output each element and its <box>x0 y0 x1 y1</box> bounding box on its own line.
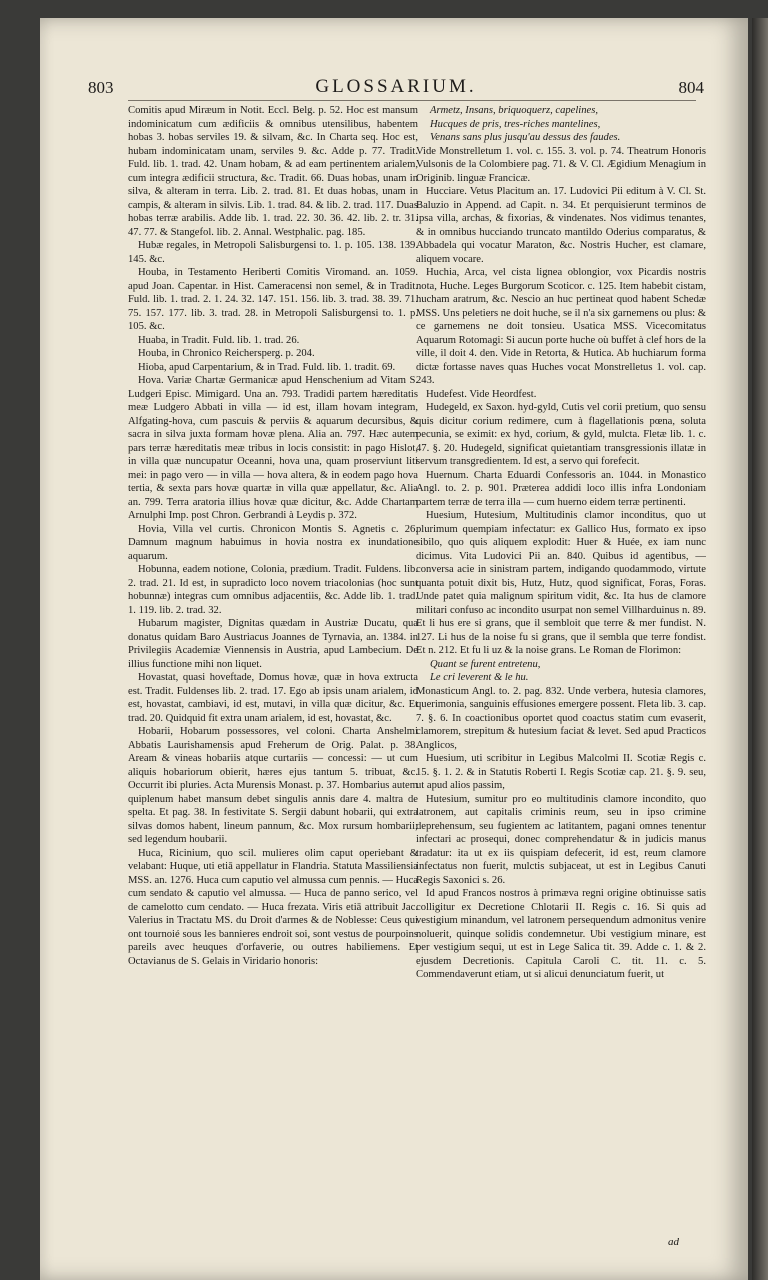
header-rule <box>128 100 696 101</box>
text-paragraph: Huchia, Arca, vel cista lignea oblongior, vox Picardis nostris nota, Huche. Leges Burgorum Scoticor. c. 125. Item habebit cistam, hucham aratrum, &c. Nescio an huc pertineat quod habent Schedæ MSS. Uns peletiers ne doit huche, se il n'a six garnemens ou plus: & ce garnemens ne doit tonsieu. Usatica MSS. Vicecomitatus Aquarum Rotomagi: Si aucun porte huche où buffet à clef hors de la ville, il doit 4. den. Vide in Retorta, & Hutica. Ab huchiarum forma dictæ fortasse naves quas Huches vocat Monstrelletus 1. vol. cap. 243. <box>416 267 706 386</box>
text-paragraph: Hobarii, Hobarum possessores, vel coloni. Charta Anshelmi Abbatis Laurishamensis apud Freherum de Orig. Palat. p. 38. Aream & vineas hobariis atque curtariis — concessi: — ut cum aliquis hobariorum obierit, hæres ejus tantum 5. tribuat, &c. Occurrit ibi pluries. Acta Murensis Monast. p. 37. Hombarius autem quiplenum habet mansum debet singulis annis dare 4. maltra de spelta. Et pag. 38. In festivitate S. Sergii dabunt hobarii, qui extra silvas domos habent, lineum pannum, &c. Mox rursum hombarii; sed legendum houbarii. <box>128 726 418 845</box>
text-paragraph: Hudegeld, ex Saxon. hyd-gyld, Cutis vel corii pretium, quo sensu quis dicitur corium redimere, cum à flagellationis pœna, soluta pecunia, se eximit: ex hyd, corium, & gyld, mulcta. Fletæ lib. 1. c. 47. §. 20. Hudegeld, significat quietantiam transgressionis illatæ in servum transgredientem. Id est, a servo qui forefecit. <box>416 402 706 467</box>
right-column <box>416 104 706 1234</box>
text-paragraph: Houba, in Chronico Reichersperg. p. 204. <box>138 348 315 359</box>
text-paragraph: Huca, Ricinium, quo scil. mulieres olim caput operiebant & velabant: Huque, uti etiā appellatur in Flandria. Statuta Massiliensia MSS. an. 1276. Huca cum caputio vel almussa cum pennis. — Huca cum sendato & caputio vel almussa. — Huca de panno serico, vel de camelotto cum cendato. — Huca frezata. Viris etiā attribuit Jac. Valerius in Tractatu MS. du Droit d'armes & de Noblesse: Ceus qui ont tournoié sous les bannieres endroit soi, sont vestus de pourpoins pareils avec heuques d'orfaverie, ou outres habiliemens. Et Octavianus de S. Gelais in Viridario honoris: <box>128 847 418 967</box>
text-paragraph: Vide Monstrelletum 1. vol. c. 155. 3. vol. p. 74. Theatrum Honoris Vulsonis de la Colombiere pag. 71. & V. Cl. Ægidium Menagium in Originib. linguæ Francicæ. <box>416 145 706 184</box>
text-paragraph: Id apud Francos nostros à primæva regni origine obtinuisse satis colligitur ex Decretione Chlotarii II. Regis c. 16. Si quis ad vestigium minandum, vel latronem persequendum admonitus venire noluerit, quinque solidis condemnetur. Ubi vestigium minare, est per vestigium sequi, ut est in Lege Salica tit. 39. Adde c. 1. & 2. ejusdem Decretionis. Capitula Caroli C. tit. 11. c. 5. Commendaverunt etiam, ut si alicui denunciatum fuerit, ut <box>416 888 706 980</box>
text-paragraph: Hutesium, sumitur pro eo multitudinis clamore incondito, quo latronem, aut capitalis criminis reum, seu in ipso crimine deprehensum, seu fugientem ac latitantem, pagani omnes tenentur infectari ac prosequi, donec comprehendatur & in judicis manus tradatur: ita ut ex iis quispiam defecerit, id est, reum clamore infectatus non fuerit, mulctis subjaceat, ut est in Legibus Canuti Regis Saxonici s. 26. <box>416 793 706 886</box>
verse-line: Armetz, Insans, briquoquerz, capelines, <box>430 105 599 116</box>
verse-line: Quant se furent entretenu, <box>430 658 541 670</box>
left-page-number: 803 <box>88 78 114 97</box>
text-paragraph: Hubæ regales, in Metropoli Salisburgensi to. 1. p. 105. 138. 139. 145. &c. <box>128 240 418 265</box>
right-page-number: 804 <box>678 78 704 97</box>
text-paragraph: Huesium, Hutesium, Multitudinis clamor inconditus, quo ut plurimum quempiam infectatur: ex Gallico Hus, formato ex ipso sibilo, quo quis aliquem explodit: Huer & Huée, ex iam nunc dicimus. Vita Ludovici Pii an. 840. Quibus id agentibus, — conversa acie in sinistram partem, indigando quodammodo, virtute quanta potuit dixit bis, Hutz, Hutz, quod significat, Foras, Foras. Unde patet quia malignum spiritum vidit, &c. Ita hus de clamore militari confuso ac incondito usurpat non semel Villharduinus n. 89. Et li hus ere si grans, que il sembloit que terre & mer fundist. N. 127. Li hus de la noise fu si grans, que il sembla que terre fondist. Et n. 212. Et fu li uz & la noise grans. Le Roman de Florimon: <box>416 510 706 656</box>
text-paragraph: Hucciare. Vetus Placitum an. 17. Ludovici Pii editum à V. Cl. St. Baluzio in Append. ad Capit. n. 34. Et perquisierunt terminos de ipsa villa, archas, & fixorias, & vindenates. Nos vidimus tenantes, & in omnibus hucciando truncato mantildo Oderius comparatus, & Abbadela qui vocatur Maraton, &c. Nostris Hucher, est clamare, aliquem vocare. <box>416 186 706 265</box>
text-paragraph: Houba, in Testamento Heriberti Comitis Viromand. an. 1059. apud Joan. Capentar. in Hist. Cameracensi non semel, & in Tradit. Fuld. lib. 1. trad. 2. 1. 24. 32. 147. 151. 156. lib. 3. trad. 38. 39. 71. 75. 157. 177. lib. 3. trad. 28. in Metropoli Salisburgensi to. 1. p. 105. &c. <box>128 267 418 332</box>
text-paragraph: Huernum. Charta Eduardi Confessoris an. 1044. in Monastico Angl. to. 2. p. 901. Præterea addidi loco illis infra Londoniam partem terræ de terra illa — cum huerno eidem terræ pertinenti. <box>416 469 706 508</box>
left-column <box>128 104 418 1234</box>
text-paragraph: Hioba, apud Carpentarium, & in Trad. Fuld. lib. 1. tradit. 69. <box>138 361 396 373</box>
text-paragraph: Hubarum magister, Dignitas quædam in Austriæ Ducatu, qua donatus quidam Baro Austriacus Joannes de Tyrnavia, an. 1384. in Privilegiis Academiæ Viennensis in Austria, apud Lambecium. De illius functione mihi non liquet. <box>128 618 418 670</box>
catchword: ad <box>668 1236 679 1248</box>
verse-line: Le cri leverent & le hu. <box>430 672 529 683</box>
text-paragraph: Comitis apud Miræum in Notit. Eccl. Belg. p. 52. Hoc est mansum indominicatum cum ædificiis & omnibus utensilibus, habentem hobas 3. hobas serviles 19. & silvam, &c. In Charta seq. Hoc est, hubam indominicatam unam, serviles 9. &c. Adde p. 77. Tradit. Fuld. lib. 1. trad. 42. Unam hobam, & ad eam pertinentem arialem, cum integra ædificii structura, &c. Tradit. 66. Duas hobas, unam in silva, & alteram in terra. Lib. 2. trad. 81. Et duas hobas, unam in campis, & alteram in silvis. Lib. 1. trad. 84. & lib. 2. trad. 117. Duas hobas terræ arabilis. Adde lib. 1. trad. 22. 30. 36. 42. lib. 2. tr. 31. 47. 77. & Stangefol. lib. 2. Annal. Westphalic. pag. 185. <box>128 105 418 238</box>
text-paragraph: Hobunna, eadem notione, Colonia, prædium. Tradit. Fuldens. lib. 2. trad. 21. Id est, in supradicto loco novem triacolonias (hoc sunt hobunnæ) integras cum omnibus adjacentiis, &c. Adde lib. 1. trad. 1. 119. lib. 2. trad. 32. <box>128 564 418 616</box>
text-paragraph: Hudefest. Vide Heordfest. <box>426 388 537 400</box>
page-title: GLOSSARIUM. <box>315 76 477 97</box>
text-paragraph: Hovastat, quasi hoveftade, Domus hovæ, quæ in hova extructa est. Tradit. Fuldenses lib. 2. trad. 17. Ego ab ipsis unam arialem, id est, hovastat, cambiavi, id est, mutavi, in villa quæ dicitur, &c. Et trad. 20. Quidquid fit extra unam arialem, id est, hovastat, &c. <box>128 672 418 724</box>
text-paragraph: Hovia, Villa vel curtis. Chronicon Montis S. Agnetis c. 26. Damnum magnum habuimus in hovia nostra ex inundatione aquarum. <box>128 523 418 562</box>
text-paragraph: Monasticum Angl. to. 2. pag. 832. Unde verbera, hutesia clamores, querimonia, sanguinis effusiones emergere possent. Fleta lib. 3. cap. 7. §. 6. In coactionibus oportet quod coactus statim cum evaserit, clamorem, strepitum & hutesium faciat & levet. Sed apud Practicos Anglicos, <box>416 685 706 751</box>
verse-line: Hucques de pris, tres-riches mantelines, <box>430 118 601 130</box>
verse-line: Venans sans plus jusqu'au dessus des faudes. <box>430 132 621 143</box>
text-paragraph: Huaba, in Tradit. Fuld. lib. 1. trad. 26. <box>138 334 300 346</box>
page-gutter <box>752 18 768 1280</box>
text-paragraph: Hova. Variæ Chartæ Germanicæ apud Henschenium ad Vitam S. Ludgeri Episc. Mimigard. Una an. 793. Tradidi partem hæreditatis meæ Ludgero Abbati in villa — id est, illam hovam integram, Alfgating-hova, cum pascuis & perviis & aquarum decursibus, & sacra in silva juxta formam hovæ plena. Alia an. 797. Hæc autem pars terræ hæreditatis meæ tribus in locis consistit: in pago Hislot, in villa quæ nuncupatur Oceanni, hova una, quam proserviunt liti mei: in pago vero — in villa — hova altera, & in eodem pago hova tertia, & sexta pars hovæ quartæ in villa quæ appellatur, &c. Alia an. 799. Terra aratoria illius hovæ quæ dicitur, &c. Adde Chartam Arnulphi Imp. post Chron. Gerbrandi à Leydis p. 372. <box>128 375 418 521</box>
text-paragraph: Huesium, uti scribitur in Legibus Malcolmi II. Scotiæ Regis c. 15. §. 1. 2. & in Statutis Roberti I. Regis Scotiæ cap. 21. §. 9. seu, ut apud alios passim, <box>416 753 706 791</box>
running-header <box>88 76 704 100</box>
